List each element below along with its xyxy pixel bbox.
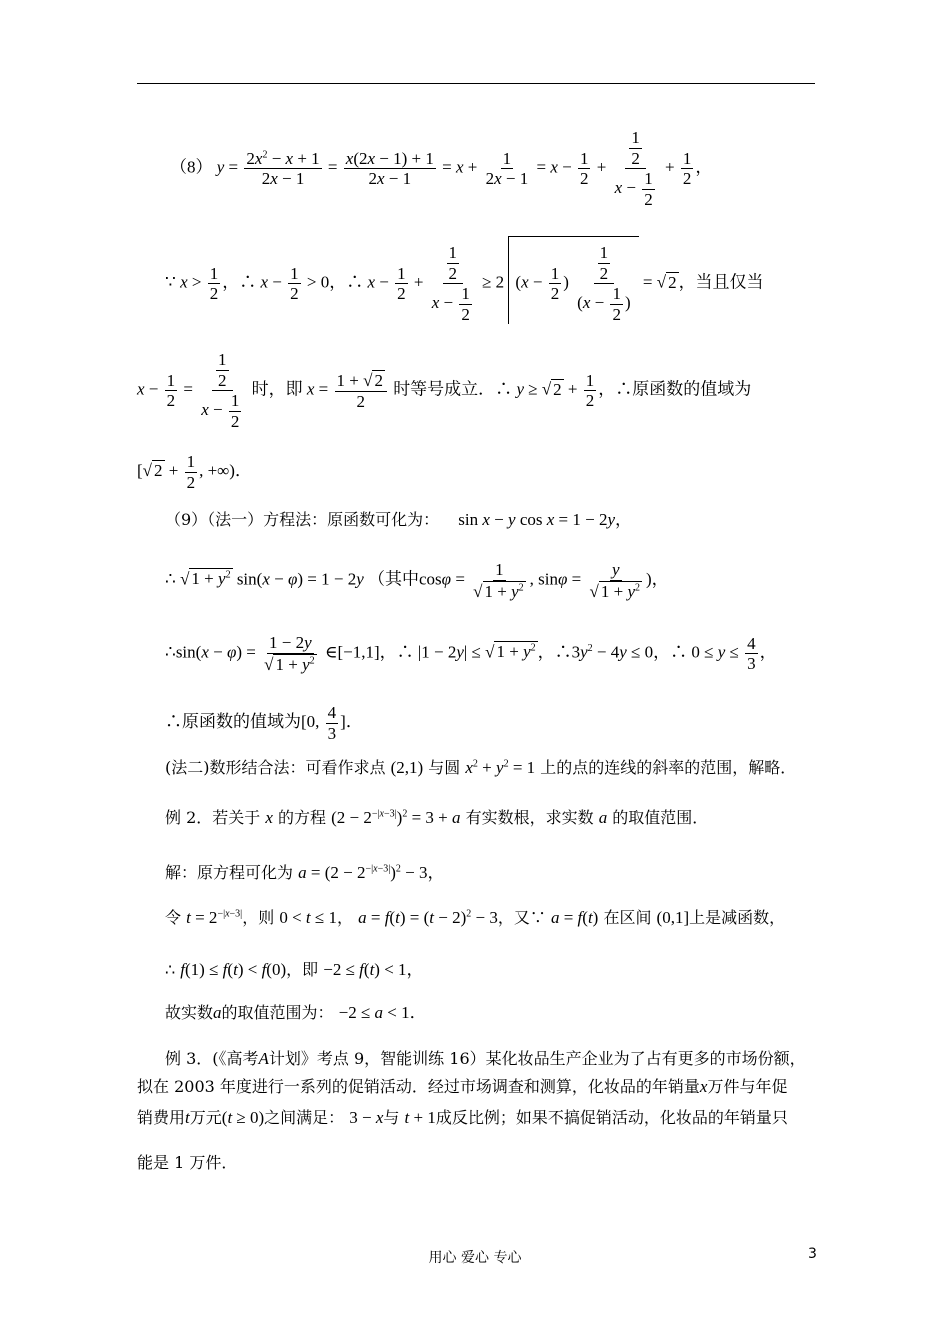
example-2-solution: 解：原方程可化为 $a = (2 - 2^{-|x-3|})^2 - 3$， [165,863,445,882]
eq-8-text-c: ，∴原函数的值域为 [598,379,752,399]
eq-8: （8） y = $\frac{2x^2 - x + 1}{2x - 1}$ = $\frac{x(2x - 1) + 1}{2x - 1}$ = x + $\frac{1}{2x - 1}$ = x − $\frac{1}{2}$ + $\frac{1}{2}$ x − $\frac{1}{2}$ + $\frac{1}{2}$ ， [170,128,713,209]
example-3-line-2: 拟在 2003 年度进行一系列的促销活动．经过市场调查和测算，化妆品的年销量x万件与年促 [137,1077,788,1096]
range-a: 故实数 [165,1003,214,1022]
eq-9-label: （9）（法一）方程法：原函数可化为： [165,510,440,529]
let-a: 令 [165,908,182,927]
because-symbol: ∵ [165,272,176,292]
therefore-a: ∴ [165,960,176,979]
ex3-2a: 拟在 2003 年度进行一系列的促销活动．经过市场调查和测算，化妆品的年销量 [137,1077,700,1096]
method2-a: (法二)数形结合法：可看作求点 [165,758,386,777]
range-b: 的取值范围为： [221,1003,334,1022]
example-3-line-4 [137,1150,237,1173]
ex3-2b: 万件与年促 [707,1077,788,1096]
ex3-3a: 销费用 [137,1108,186,1127]
eq-9-range: ∴原函数的值域为[0, $\frac{4}{3}$ ]． [165,703,363,743]
ex3-1b: 计划》考点 9，智能训练 16）某化妆品生产企业为了占有更多的市场份额， [268,1049,806,1068]
example-2-inequality: ∴ f(1) ≤ f(t) < f(0)，即 −2 ≤ f(t) < 1， [165,960,424,979]
ex3-3d: 与 [383,1108,400,1127]
therefore-b: ，即 [286,960,319,979]
eq-9-method2: (法二)数形结合法：可看作求点 (2,1) 与圆 $x^2 + y^2 = 1$ 上的点的连线的斜率的范围，解略． [165,758,797,777]
ex3-3c: 之间满足： [264,1108,345,1127]
let-c: ， [336,908,353,927]
ex2-a: 例 2．若关于 [165,808,261,827]
ex2-d: 的取值范围． [612,808,709,827]
eq-9-note: （其中 [368,569,419,589]
eq-9: （9）（法一）方程法：原函数可化为： sin x − y cos x = 1 − 2y， [165,510,633,529]
method2-c: 上的点的连线的斜率的范围，解略． [540,758,797,777]
example-2: 例 2．若关于 x 的方程 $(2 - 2^{-|x-3|})^2 = 3 + a$ 有实数根，求实数 a 的取值范围． [165,808,709,827]
therefore-1: ∴ [165,569,176,589]
eq-9-aux: ∴ √ $1 + y^2$ sin(x − φ) = 1 − 2y （其中cosφ = $\frac{1}{√ 1 + y^2}$ , sinφ = $\frac{y}{√ 1 + y^2}$ )， [165,560,669,601]
eq-8-range: [√ 2 + $\frac{1}{2}$ , +∞)． [137,452,252,492]
ex3-3b: 万元 [189,1108,222,1127]
ex2-c: 有实数根，求实数 [465,808,594,827]
ex3-4: 能是 1 万件． [137,1153,238,1172]
eq-9-range-text: ∴原函数的值域为 [165,711,301,731]
page-number: 3 [808,1246,817,1262]
let-b: ，则 [242,908,275,927]
header-rule [137,83,815,84]
page-footer: 用心 爱心 专心 [428,1250,522,1266]
example-3-line-3: 销费用t万元(t ≥ 0)之间满足： 3 − x与 t + 1成反比例；如果不搞促销活动，化妆品的年销量只 [137,1108,788,1127]
eq-8-text-b: 时等号成立．∴ [393,379,513,399]
ex3-3e: 成反比例；如果不搞促销活动，化妆品的年销量只 [435,1108,788,1127]
method2-b: 与圆 [428,758,461,777]
ex3-1a: 例 3．(《高考 [165,1049,259,1068]
eq-9-bound: ∴sin(x − φ) = $\frac{1 - 2y}{√ 1 + y^2}$ ∈[−1,1]，∴ |1 − 2y| ≤ √ $1 + y^2$ ，$\therefore 3y^2 - 4y \le 0$，∴ 0 ≤ y ≤ $\frac{4}{3}$ ， [165,633,777,674]
example-3-line-1: 例 3．(《高考A计划》考点 9，智能训练 16）某化妆品生产企业为了占有更多的市场份额， [165,1049,806,1068]
eq-8-equality: x − $\frac{1}{2}$ = $\frac{1}{2}$ x − $\frac{1}{2}$ 时，即 x = $\frac{1 + √ 2}{2}$ 时等号成立．∴ y ≥ √ 2 + $\frac{1}{2}$ ，∴原函数的值域为 [137,350,752,431]
eq-8-tail: ，当且仅当 [678,272,764,292]
eq-8-amgm: ∵ x > $\frac{1}{2}$ ，∴ x − $\frac{1}{2}$ > 0，∴ x − $\frac{1}{2}$ + $\frac{1}{2}$ x − $\frac{1}{2}$ ≥ 2 (x − $\frac{1}{2}$ ) $\frac{1}{2}$ (x − $\frac{1}{2}$ ) = √ 2 ，当且仅当 [165,236,764,324]
sol-a: 解：原方程可化为 [165,863,294,882]
let-d: ，又∵ [497,908,546,927]
eq-8-label: （8） [170,157,213,177]
let-e: 在区间 [603,908,652,927]
let-f: 上是减函数， [689,908,786,927]
example-2-substitution: 令 $t = 2^{-|x-3|}$，则 0 < t ≤ 1， $a = f(t) = (t - 2)^2 - 3$，又∵ a = f(t) 在区间 (0,1]上是减函数， [165,908,786,927]
ex2-b: 的方程 [278,808,327,827]
eq-8-text-a: 时，即 [251,379,303,399]
example-2-answer: 故实数a的取值范围为： −2 ≤ a < 1． [165,1003,427,1022]
